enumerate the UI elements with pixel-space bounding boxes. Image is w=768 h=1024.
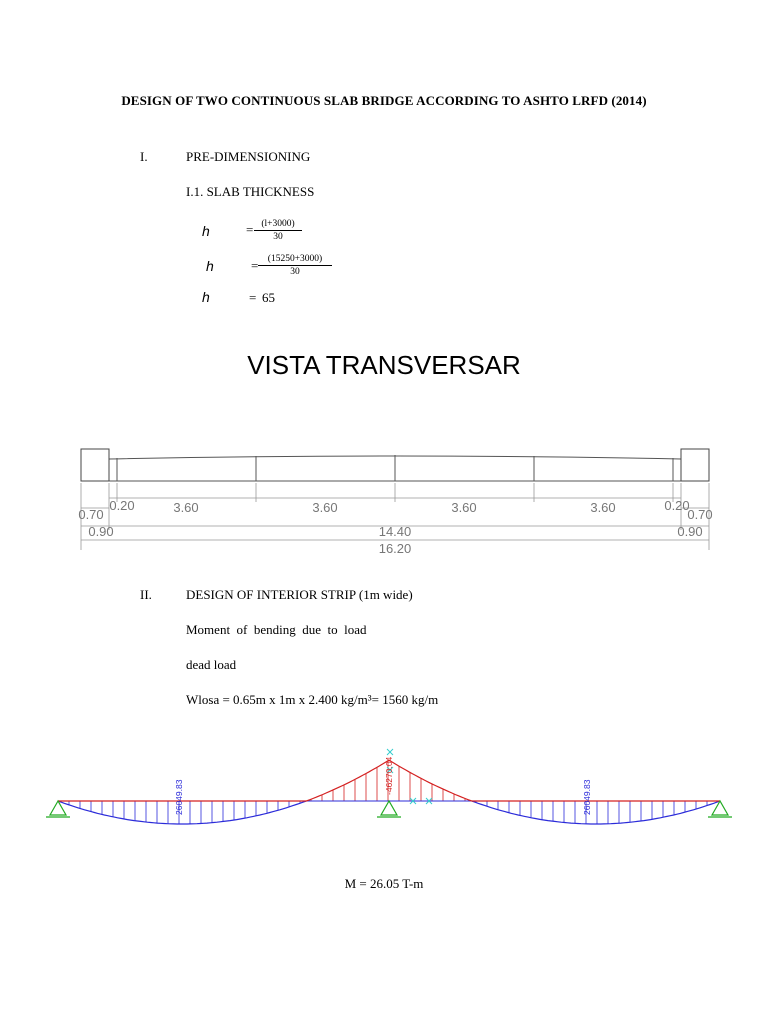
dim-0-90-right: 0.90 — [677, 524, 703, 539]
section2-heading: DESIGN OF INTERIOR STRIP (1m wide) — [186, 587, 413, 602]
cross-section-title: VISTA TRANSVERSAR — [247, 350, 521, 380]
dim-0-20-left: 0.20 — [109, 498, 135, 513]
result-moment: M = 26.05 T-m — [344, 876, 424, 891]
section2-number: II. — [140, 587, 152, 602]
dim-3-60-a: 3.60 — [173, 500, 199, 515]
formula2-numerator: (15250+3000) — [258, 254, 332, 266]
dim-3-60-d: 3.60 — [590, 500, 616, 515]
cross-section-drawing — [70, 440, 720, 560]
dim-3-60-c: 3.60 — [451, 500, 477, 515]
left-barrier — [81, 449, 109, 481]
formula3-value: 65 — [262, 290, 275, 305]
dim-0-70-right: 0.70 — [687, 507, 713, 522]
document-title: DESIGN OF TWO CONTINUOUS SLAB BRIDGE ACCORDING TO ASHTO LRFD (2014) — [121, 93, 647, 108]
section2-line1: Moment of bending due to load — [186, 622, 367, 637]
center-support-icon — [381, 801, 397, 815]
moment-diagram — [40, 745, 740, 830]
formula2-fraction — [258, 254, 332, 277]
dim-16-20: 16.20 — [378, 541, 412, 556]
right-barrier — [681, 449, 709, 481]
formula1-denominator: 30 — [273, 232, 283, 242]
section1-heading: PRE-DIMENSIONING — [186, 149, 311, 164]
formula1-eq: = — [246, 222, 254, 237]
formula2-denominator: 30 — [290, 267, 300, 277]
formula1-numerator: (l+3000) — [254, 219, 302, 231]
dim-0-90-left: 0.90 — [88, 524, 114, 539]
formula2-var: h — [206, 258, 214, 274]
dim-14-40: 14.40 — [378, 524, 412, 539]
section2-line3: Wlosa = 0.65m x 1m x 2.400 kg/m³= 1560 kg/m — [186, 692, 439, 707]
dim-3-60-b: 3.60 — [312, 500, 338, 515]
right-moment-label: 26049.83 — [582, 779, 592, 815]
section2-line2: dead load — [186, 657, 237, 672]
formula2-eq: = — [251, 258, 259, 273]
left-moment-label: 26049.83 — [174, 779, 184, 815]
section1-number: I. — [140, 149, 148, 164]
section1-subheading: I.1. SLAB THICKNESS — [186, 184, 315, 199]
center-moment-label: -46270.04 — [384, 756, 394, 795]
formula3-eq: = — [249, 290, 257, 305]
dim-0-20-right: 0.20 — [664, 498, 690, 513]
formula1-var: h — [202, 223, 210, 239]
formula1-fraction — [254, 219, 302, 242]
dimension-lines — [81, 483, 709, 550]
dim-0-70-left: 0.70 — [78, 507, 104, 522]
formula3-var: h — [202, 289, 210, 305]
